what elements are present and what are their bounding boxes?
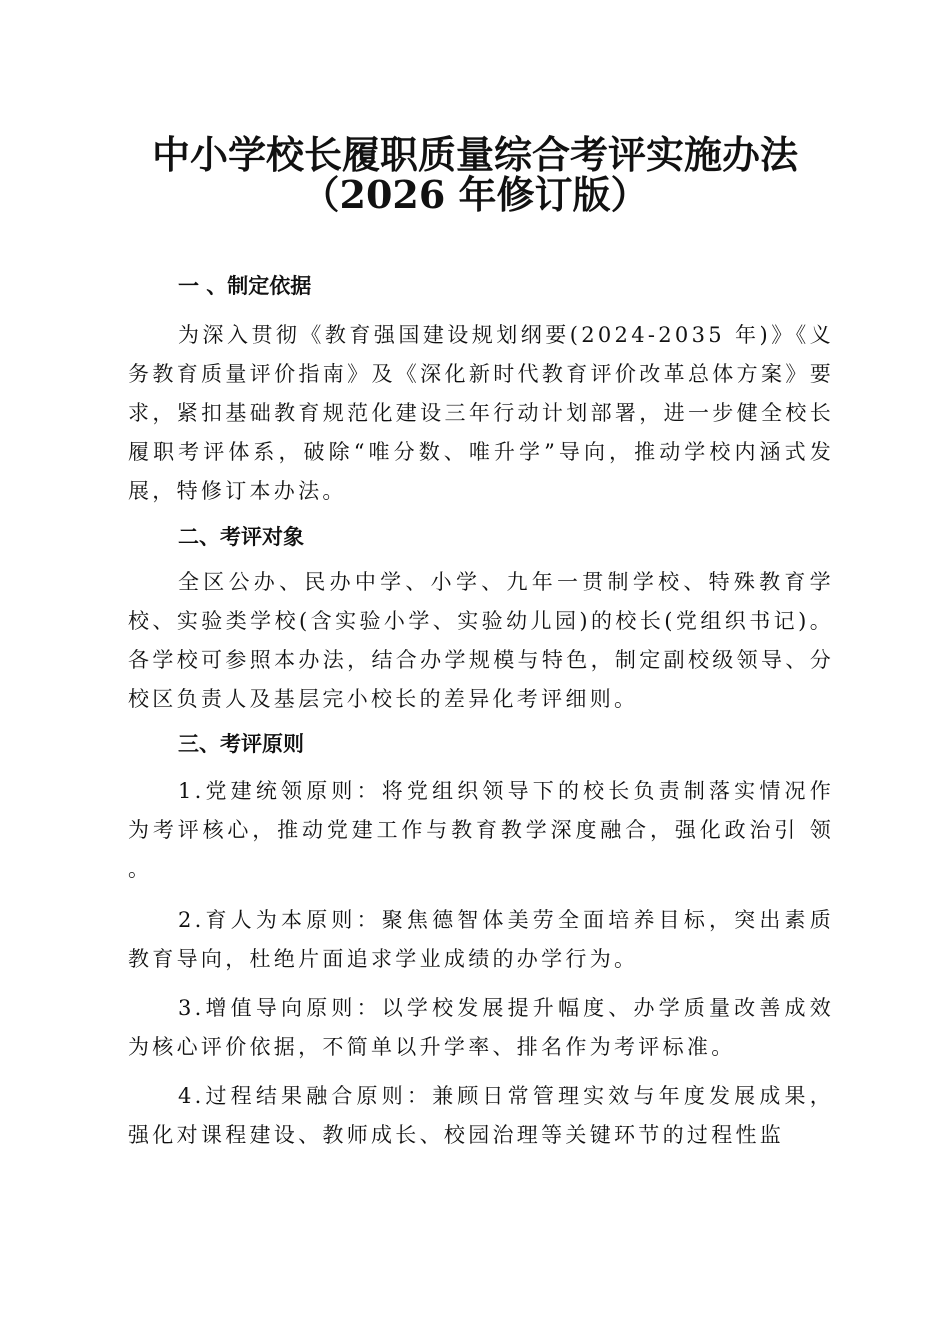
section-paragraph-targets: 全区公办、民办中学、小学、九年一贯制学校、特殊教育学校、实验类学校(含实验小学、实验幼儿园)的校长(党组织书记)。各学校可参照本办法，结合办学规模与特色，制定副校级领导、分校区负责人及基层完小校长的差异化考评细则。 bbox=[128, 570, 834, 711]
section-paragraph-basis: 为深入贯彻《教育强国建设规划纲要(2024-2035 年)》《义务教育质量评价指南》及《深化新时代教育评价改革总体方案》要求，紧扣基础教育规范化建设三年行动计划部署，进一步健全校长履职考评体系，破除“唯分数、唯升学”导向，推动学校内涵式发展，特修订本办法。 bbox=[128, 323, 834, 503]
section-heading-targets: 二、考评对象 bbox=[178, 525, 304, 549]
principle-item-value-added: 3.增值导向原则：以学校发展提升幅度、办学质量改善成效为核心评价依据，不简单以升学率、排名作为考评标准。 bbox=[128, 996, 834, 1059]
principle-item-process-result: 4.过程结果融合原则：兼顾日常管理实效与年度发展成果，强化对课程建设、教师成长、校园治理等关键环节的过程性监 bbox=[128, 1084, 834, 1147]
principle-item-party-leadership: 1.党建统领原则：将党组织领导下的校长负责制落实情况作为考评核心，推动党建工作与教育教学深度融合，强化政治引 领 。 bbox=[128, 779, 834, 881]
document-body bbox=[128, 262, 834, 1155]
document-title: 中小学校长履职质量综合考评实施办法 bbox=[151, 132, 798, 177]
section-heading-basis: 一 、制定依据 bbox=[178, 274, 312, 298]
principle-item-education-first: 2.育人为本原则：聚焦德智体美劳全面培养目标，突出素质教育导向，杜绝片面追求学业成绩的办学行为。 bbox=[128, 908, 834, 971]
section-heading-principles: 三、考评原则 bbox=[178, 732, 304, 756]
document-subtitle: （2026 年修订版） bbox=[301, 172, 649, 217]
